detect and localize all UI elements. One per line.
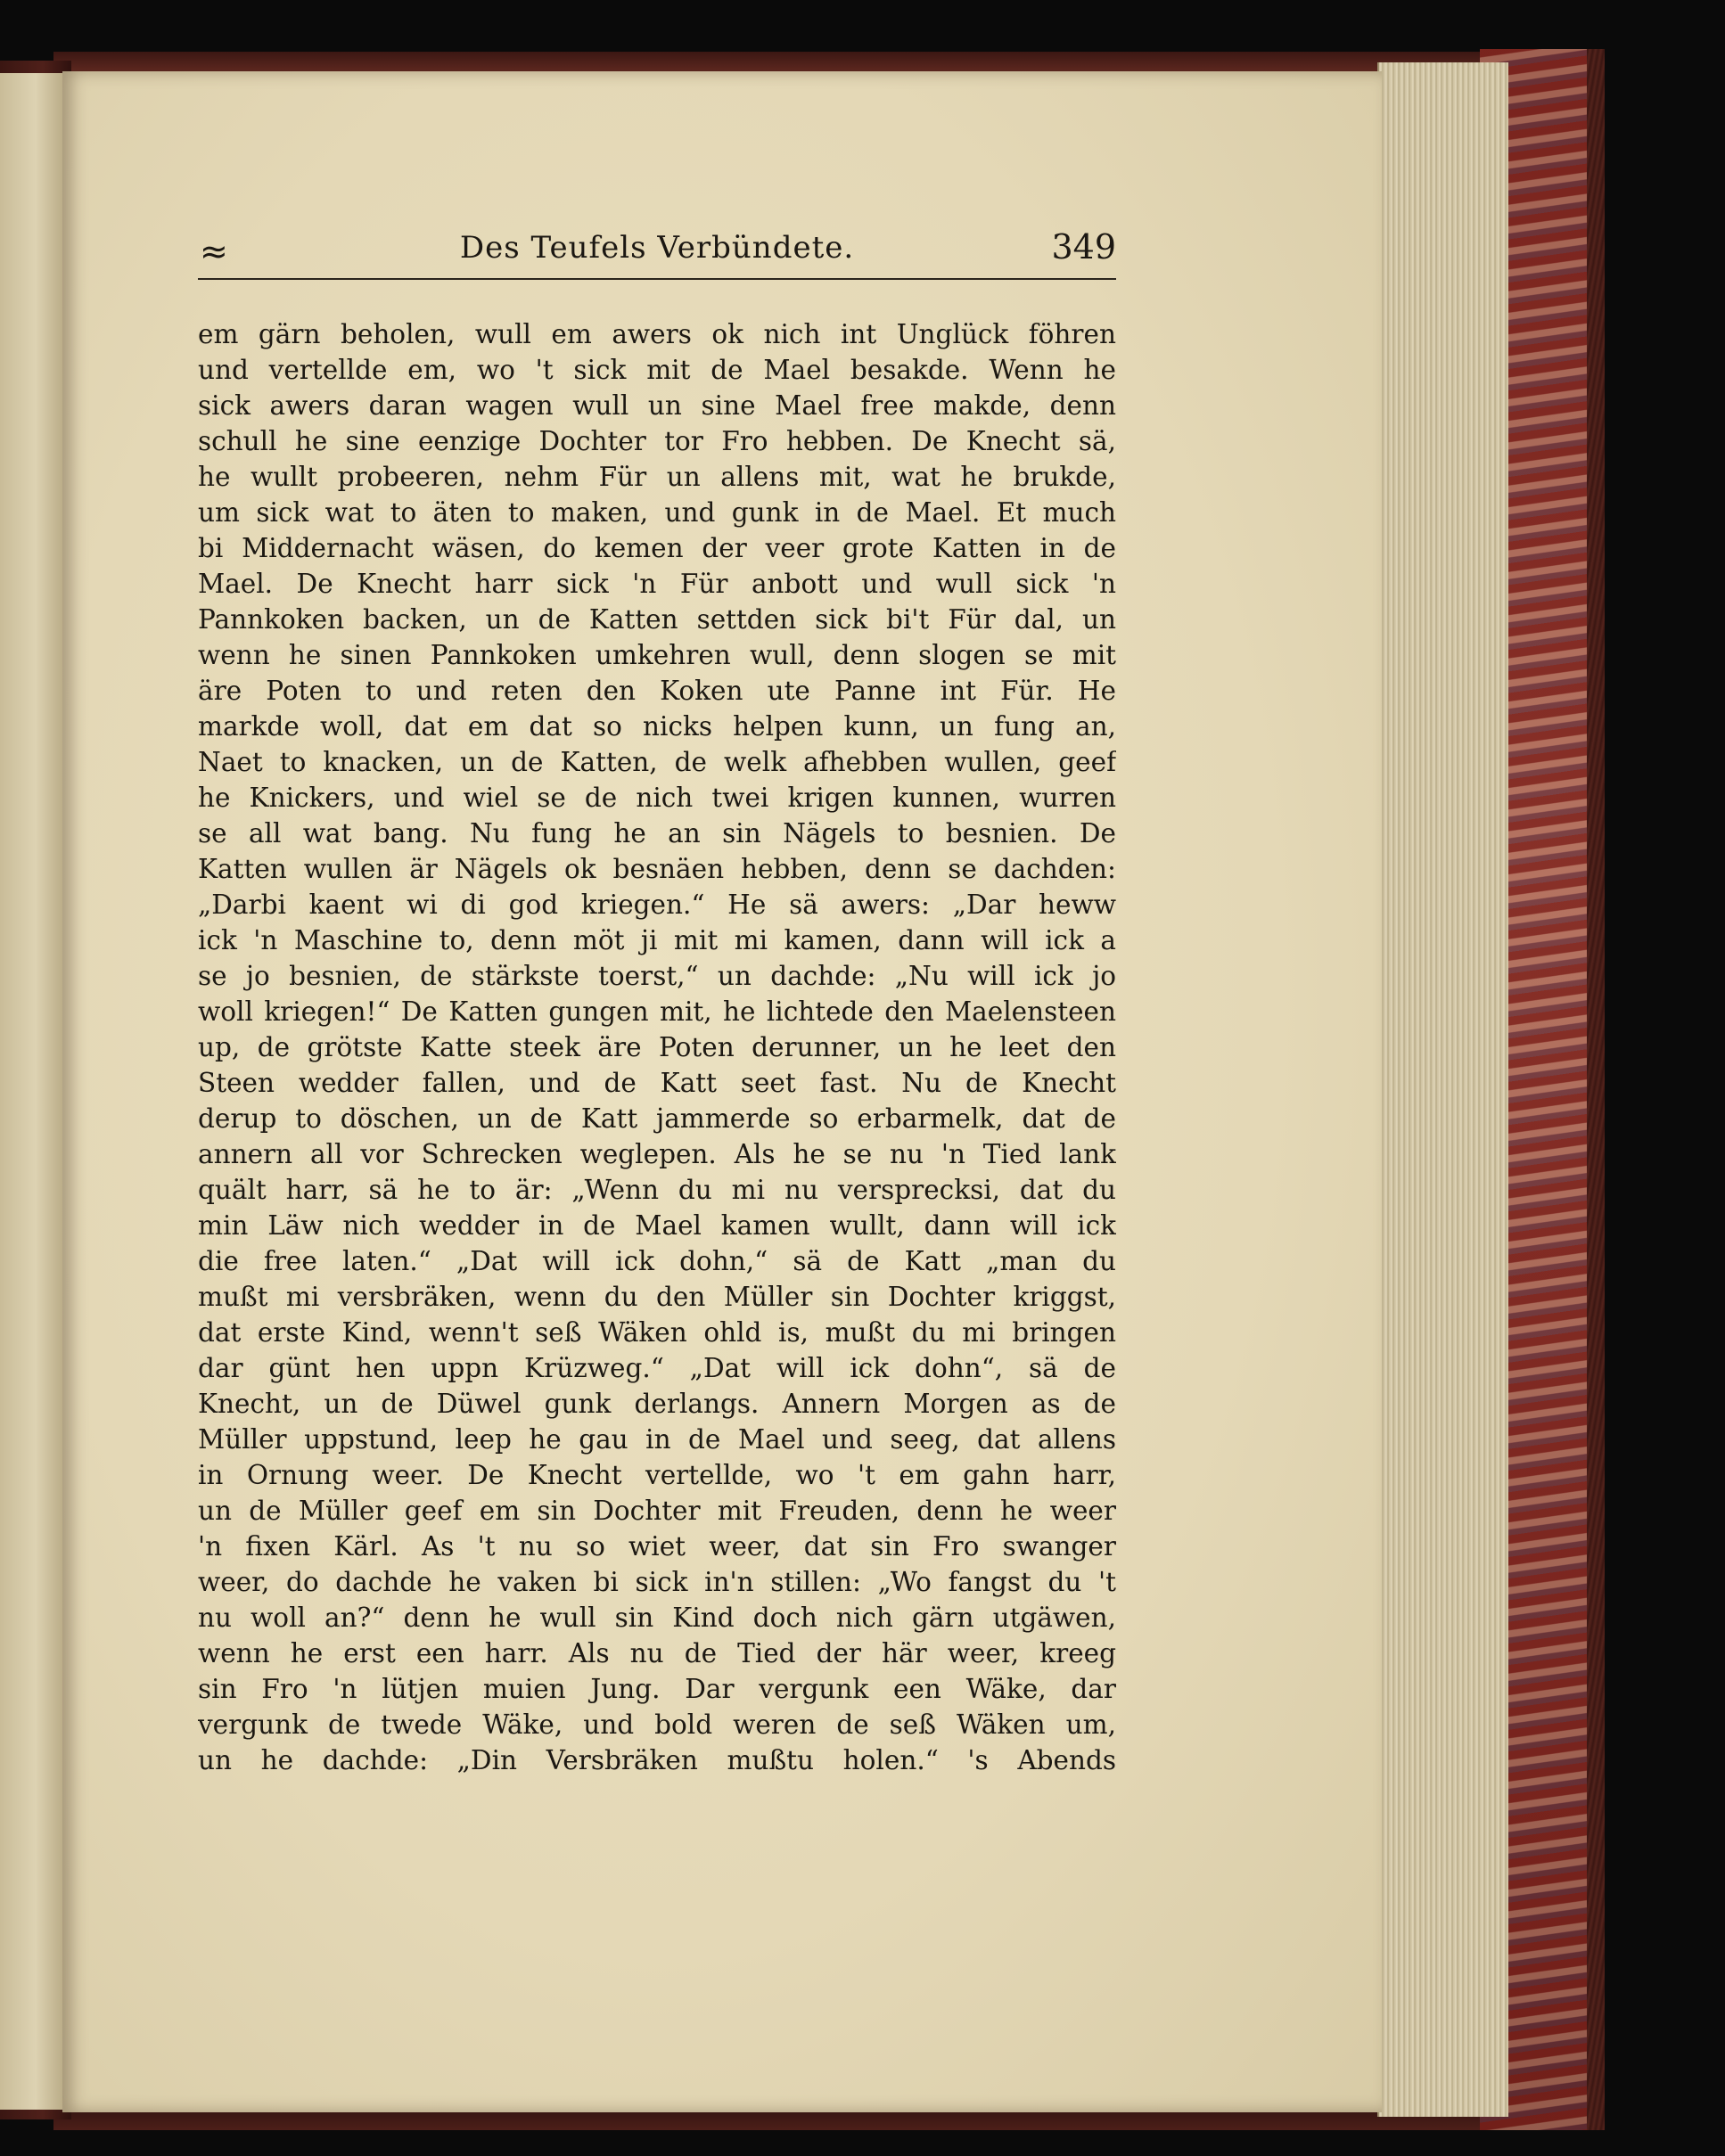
text-line: Knecht, un de Düwel gunk derlangs. Annern Morgen as de xyxy=(198,1389,1116,1419)
text-line: Mael. De Knecht harr sick 'n Für anbott und wull sick 'n xyxy=(198,569,1116,599)
running-head-title: Des Teufels Verbündete. xyxy=(459,230,855,266)
text-line: woll kriegen!“ De Katten gungen mit, he lichtede den Maelensteen xyxy=(198,996,1116,1027)
text-line: nu woll an?“ denn he wull sin Kind doch nich gärn utgäwen, xyxy=(198,1603,1116,1633)
page-block-edges xyxy=(1377,62,1508,2117)
text-line: up, de grötste Katte steek äre Poten derunner, un he leet den xyxy=(198,1032,1116,1062)
text-line: um sick wat to äten to maken, und gunk in de Mael. Et much xyxy=(198,497,1116,528)
text-line: min Läw nich wedder in de Mael kamen wullt, dann will ick xyxy=(198,1210,1116,1241)
text-line: äre Poten to und reten den Koken ute Panne int Für. He xyxy=(198,676,1116,706)
text-line: wenn he erst een harr. Als nu de Tied der här weer, kreeg xyxy=(198,1638,1116,1668)
text-line: he wullt probeeren, nehm Für un allens mit, wat he brukde, xyxy=(198,462,1116,492)
text-line: die free laten.“ „Dat will ick dohn,“ sä de Katt „man du xyxy=(198,1246,1116,1276)
text-line: annern all vor Schrecken weglepen. Als he se nu 'n Tied lank xyxy=(198,1139,1116,1169)
text-line: sick awers daran wagen wull un sine Mael free makde, denn xyxy=(198,390,1116,421)
header-rule xyxy=(198,278,1116,280)
text-line: derup to döschen, un de Katt jammerde so erbarmelk, dat de xyxy=(198,1103,1116,1134)
ornament-icon: ≈ xyxy=(200,232,228,271)
text-line: markde woll, dat em dat so nicks helpen kunn, un fung an, xyxy=(198,711,1116,742)
text-line: dar günt hen uppn Krüzweg.“ „Dat will ick dohn“, sä de xyxy=(198,1353,1116,1383)
text-line: un de Müller geef em sin Dochter mit Freuden, denn he weer xyxy=(198,1496,1116,1526)
page-number: 349 xyxy=(1051,227,1116,266)
text-line: „Darbi kaent wi di god kriegen.“ He sä awers: „Dar heww xyxy=(198,889,1116,920)
text-line: un he dachde: „Din Versbräken mußtu holen.“ 's Abends xyxy=(198,1745,1116,1775)
text-line: Pannkoken backen, un de Katten settden sick bi't Für dal, un xyxy=(198,604,1116,635)
text-line: em gärn beholen, wull em awers ok nich int Unglück föhren xyxy=(198,319,1116,349)
text-line: und vertellde em, wo 't sick mit de Mael besakde. Wenn he xyxy=(198,355,1116,385)
text-line: wenn he sinen Pannkoken umkehren wull, denn slogen se mit xyxy=(198,640,1116,670)
body-text xyxy=(198,316,1116,1778)
text-line: Katten wullen är Nägels ok besnäen hebben, denn se dachden: xyxy=(198,854,1116,884)
text-line: quält harr, sä he to är: „Wenn du mi nu versprecksi, dat du xyxy=(198,1175,1116,1205)
text-line: schull he sine eenzige Dochter tor Fro hebben. De Knecht sä, xyxy=(198,426,1116,456)
text-line: se all wat bang. Nu fung he an sin Nägels to besnien. De xyxy=(198,818,1116,848)
text-line: vergunk de twede Wäke, und bold weren de seß Wäken um, xyxy=(198,1709,1116,1740)
left-page-edge xyxy=(0,73,66,2110)
text-line: bi Middernacht wäsen, do kemen der veer grote Katten in de xyxy=(198,533,1116,563)
text-line: sin Fro 'n lütjen muien Jung. Dar vergunk een Wäke, dar xyxy=(198,1674,1116,1704)
text-line: weer, do dachde he vaken bi sick in'n stillen: „Wo fangst du 't xyxy=(198,1567,1116,1597)
text-line: ick 'n Maschine to, denn möt ji mit mi kamen, dann will ick a xyxy=(198,925,1116,955)
text-line: he Knickers, und wiel se de nich twei krigen kunnen, wurren xyxy=(198,783,1116,813)
running-head xyxy=(198,223,1116,276)
text-line: se jo besnien, de stärkste toerst,“ un dachde: „Nu will ick jo xyxy=(198,961,1116,991)
text-line: mußt mi versbräken, wenn du den Müller sin Dochter kriggst, xyxy=(198,1282,1116,1312)
text-line: Müller uppstund, leep he gau in de Mael und seeg, dat allens xyxy=(198,1424,1116,1455)
text-line: in Ornung weer. De Knecht vertellde, wo 't em gahn harr, xyxy=(198,1460,1116,1490)
text-line: 'n fixen Kärl. As 't nu so wiet weer, dat sin Fro swanger xyxy=(198,1531,1116,1562)
text-line: Steen wedder fallen, und de Katt seet fast. Nu de Knecht xyxy=(198,1068,1116,1098)
text-line: dat erste Kind, wenn't seß Wäken ohld is, mußt du mi bringen xyxy=(198,1317,1116,1348)
text-line: Naet to knacken, un de Katten, de welk afhebben wullen, geef xyxy=(198,747,1116,777)
